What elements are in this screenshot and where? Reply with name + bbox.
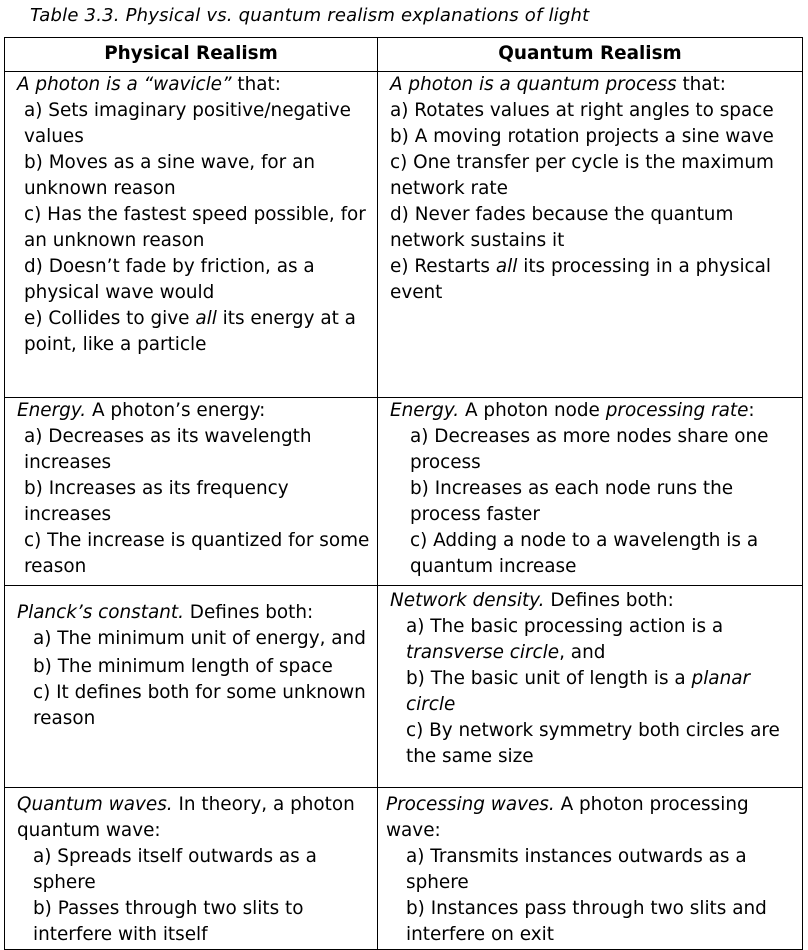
list-item: b) The basic unit of length is a planar circle <box>406 668 751 715</box>
physical-cell <box>5 72 378 398</box>
list-item: a) Sets imaginary positive/negative values <box>24 100 351 147</box>
header-physical: Physical Realism <box>5 38 378 72</box>
physical-cell <box>5 788 378 950</box>
cell-lead: Network density. Defines both: <box>390 590 674 611</box>
list-item: d) Never fades because the quantum network sustains it <box>390 204 734 251</box>
list-item: b) The minimum length of space <box>33 656 333 677</box>
physical-cell <box>5 398 378 586</box>
header-row <box>5 38 803 72</box>
list-item: b) Increases as each node runs the process faster <box>410 478 734 525</box>
list-item: b) Passes through two slits to interfere with itself <box>33 898 304 945</box>
list-item: b) Increases as its frequency increases <box>24 478 289 525</box>
list-item: a) The minimum unit of energy, and <box>33 628 366 649</box>
quantum-cell <box>378 398 803 586</box>
cell-lead: Planck’s constant. Defines both: <box>17 602 314 623</box>
table-row <box>5 586 803 788</box>
cell-lead: Energy. A photon node processing rate: <box>390 400 755 421</box>
list-item: a) Decreases as more nodes share one process <box>410 426 769 473</box>
quantum-cell <box>378 586 803 788</box>
list-item: c) It defines both for some unknown reason <box>33 682 366 729</box>
header-quantum: Quantum Realism <box>378 38 803 72</box>
quantum-cell <box>378 788 803 950</box>
list-item: a) Spreads itself outwards as a sphere <box>33 846 317 893</box>
table-row <box>5 788 803 950</box>
physical-cell <box>5 586 378 788</box>
cell-lead: A photon is a quantum process that: <box>390 74 726 95</box>
list-item: e) Restarts all its processing in a physical event <box>390 256 772 303</box>
list-item: b) Instances pass through two slits and interfere on exit <box>406 898 767 945</box>
table-caption: Table 3.3. Physical vs. quantum realism explanations of light <box>30 5 590 26</box>
list-item: d) Doesn’t fade by friction, as a physical wave would <box>24 256 315 303</box>
table-row <box>5 72 803 398</box>
list-item: a) Transmits instances outwards as a sphere <box>406 846 747 893</box>
list-item: c) Adding a node to a wavelength is a quantum increase <box>410 530 759 577</box>
list-item: b) A moving rotation projects a sine wave <box>390 126 774 147</box>
cell-lead: Processing waves. A photon processing wave: <box>386 794 749 841</box>
list-item: a) Decreases as its wavelength increases <box>24 426 312 473</box>
list-item: c) Has the fastest speed possible, for an unknown reason <box>24 204 366 251</box>
list-item: c) One transfer per cycle is the maximum network rate <box>390 152 774 199</box>
quantum-cell <box>378 72 803 398</box>
cell-lead: Quantum waves. In theory, a photon quantum wave: <box>17 794 355 841</box>
list-item: e) Collides to give all its energy at a point, like a particle <box>24 308 356 355</box>
list-item: a) The basic processing action is a transverse circle, and <box>406 616 724 663</box>
comparison-table <box>4 37 803 950</box>
list-item: b) Moves as a sine wave, for an unknown reason <box>24 152 316 199</box>
list-item: a) Rotates values at right angles to space <box>390 100 774 121</box>
list-item: c) By network symmetry both circles are the same size <box>406 720 780 767</box>
table-row <box>5 398 803 586</box>
list-item: c) The increase is quantized for some reason <box>24 530 370 577</box>
cell-lead: A photon is a “wavicle” that: <box>17 74 281 95</box>
cell-lead: Energy. A photon’s energy: <box>17 400 266 421</box>
